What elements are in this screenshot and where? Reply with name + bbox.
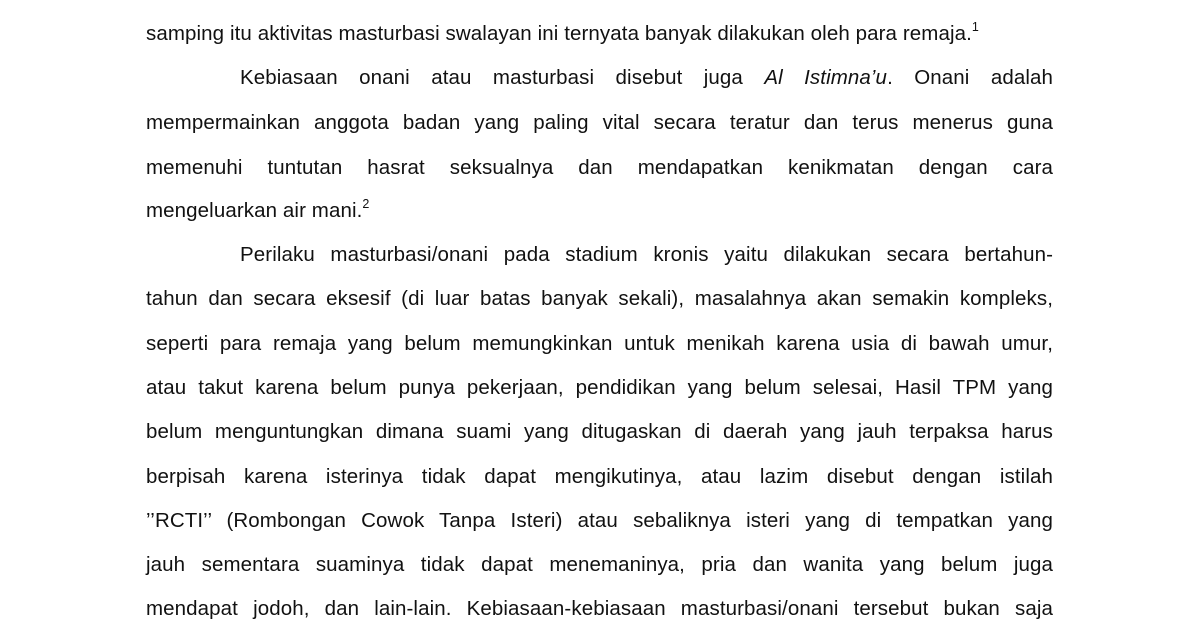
text-line-2-part-a: Kebiasaan onani atau masturbasi disebut juga	[240, 66, 765, 89]
italic-term-al-istimnau: Al Istimna’u	[764, 66, 888, 89]
text-line-3: mempermainkan anggota badan yang paling vital secara teratur dan terus menerus guna	[146, 111, 1053, 134]
text-line-7: tahun dan secara eksesif (di luar batas banyak sekali), masalahnya akan semakin kompleks,	[146, 287, 1053, 310]
text-line-13: jauh sementara suaminya tidak dapat menemaninya, pria dan wanita yang belum juga	[146, 553, 1053, 576]
text-line-14: mendapat jodoh, dan lain-lain. Kebiasaan-kebiasaan masturbasi/onani tersebut bukan saja	[146, 597, 1053, 620]
text-line-5	[146, 196, 1053, 226]
text-line-9: atau takut karena belum punya pekerjaan, pendidikan yang belum selesai, Hasil TPM yang	[146, 376, 1053, 399]
paragraph-start-perilaku: Perilaku masturbasi/onani pada stadium kronis yaitu dilakukan secara bertahun-	[240, 243, 1053, 266]
text-line-4: memenuhi tuntutan hasrat seksualnya dan mendapatkan kenikmatan dengan cara	[146, 156, 1053, 179]
text-line-1	[146, 19, 1053, 49]
footnote-marker-1: 1	[971, 20, 979, 34]
paragraph-start-al-istimnau	[240, 63, 1053, 93]
text-line-1-content: samping itu aktivitas masturbasi swalayan ini ternyata banyak dilakukan oleh para remaja.	[146, 22, 972, 45]
text-line-8: seperti para remaja yang belum memungkinkan untuk menikah karena usia di bawah umur,	[146, 332, 1053, 355]
text-line-12: ’’RCTI’’ (Rombongan Cowok Tanpa Isteri) atau sebaliknya isteri yang di tempatkan yang	[146, 509, 1053, 532]
text-line-10: belum menguntungkan dimana suami yang ditugaskan di daerah yang jauh terpaksa harus	[146, 420, 1053, 443]
text-line-2-part-b: . Onani adalah	[887, 66, 1053, 89]
footnote-marker-2: 2	[362, 197, 370, 211]
text-line-11: berpisah karena isterinya tidak dapat mengikutinya, atau lazim disebut dengan istilah	[146, 465, 1053, 488]
text-line-5-content: mengeluarkan air mani.	[146, 199, 363, 222]
